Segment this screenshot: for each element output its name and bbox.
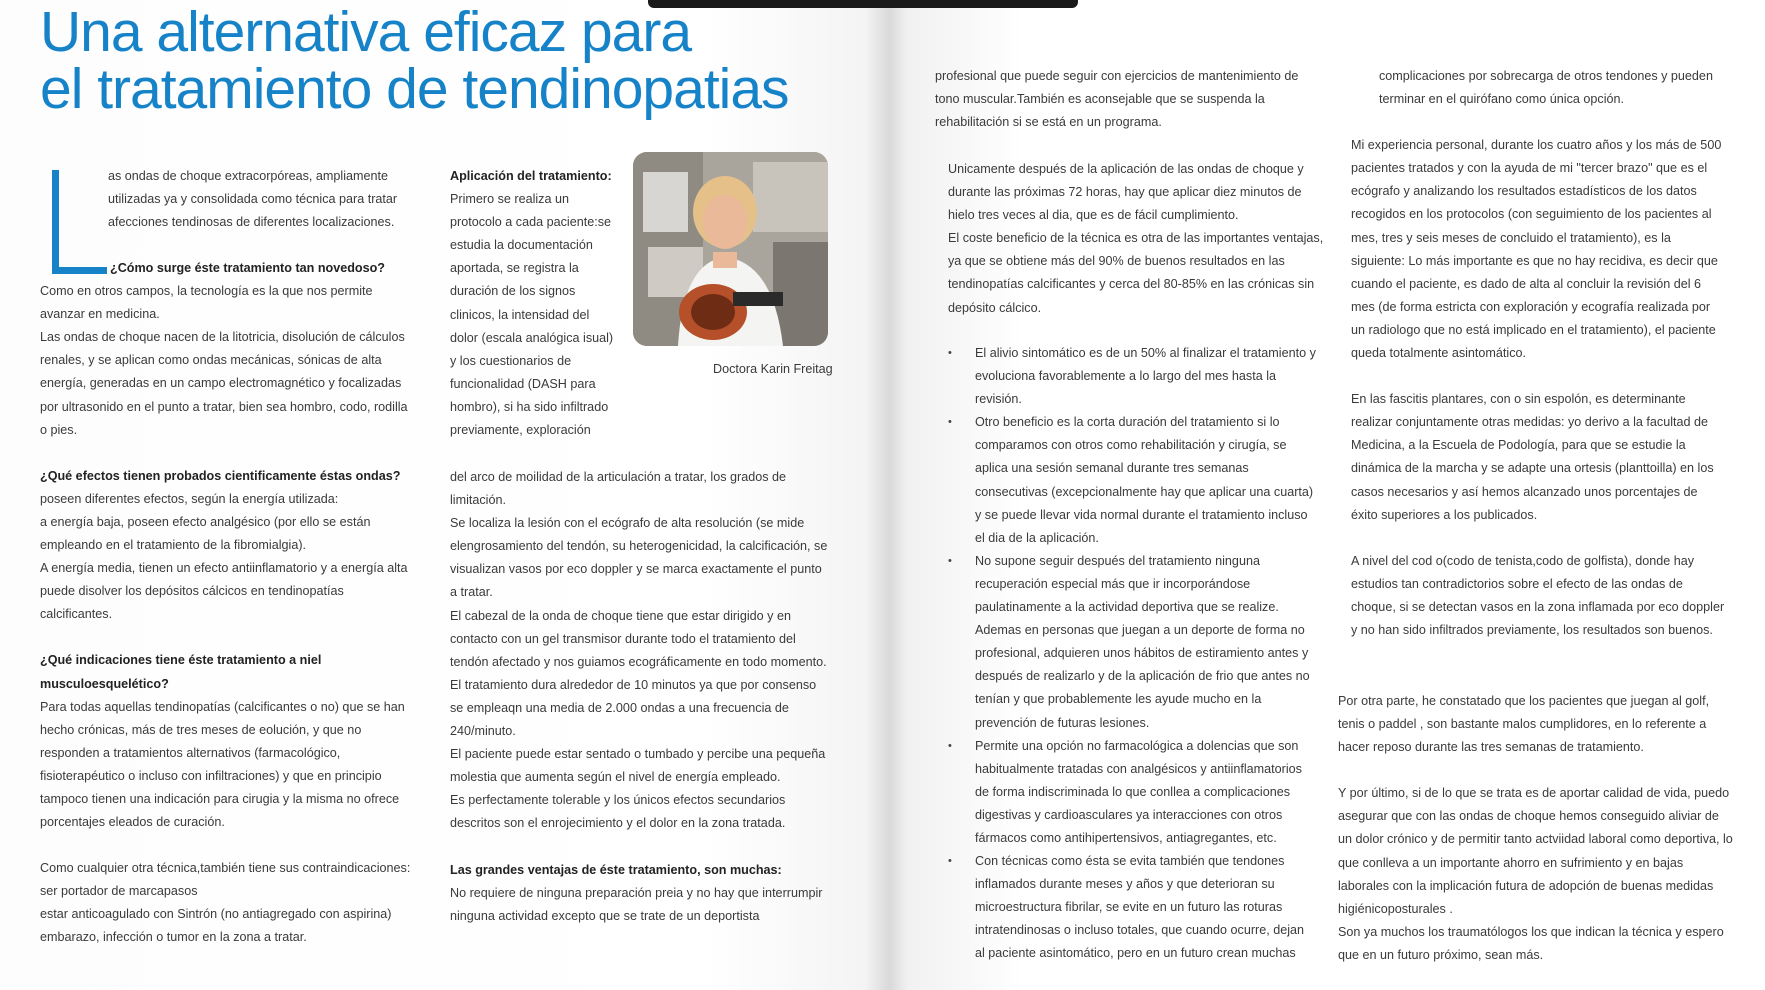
intro-line-2: utilizadas ya y consolidada como técnica para tratar: [108, 192, 398, 207]
paragraph: En las fascitis plantares, con o sin espolón, es determinante realizar conjuntamente otras medidas: yo derivo a la facultad de Medicina, a la Escuela de Podología, para que se estudie la dinámica de la marcha y se adapte una ortesis (planttoilla) en los casos necesarios y así hemos alcanzado unos porcentajes de éxito superiores a los publicados.: [1351, 392, 1714, 522]
paragraph: Mi experiencia personal, durante los cuatro años y los más de 500 pacientes tratados y con la ayuda de mi "tercer brazo" que es el ecógrafo y analizando los resultados estadísticos de los datos recogidos en los protocolos (con seguimiento de los pacientes al mes, tres y seis meses de concluido el tratamiento), es la siguiente: Lo más importante es que no hay recidiva, es decir que cuando el paciente, es dado de alta al concluir la revisión del 6 mes (de forma estricta con exploración y ecografía realizada por un radiologo que no está implicado en el tratamiento), el paciente queda totalmente asintomático.: [1351, 138, 1722, 361]
paragraph: ser portador de marcapasos: [40, 884, 198, 899]
paragraph: Para todas aquellas tendinopatías (calcificantes o no) que se han hecho crónicas, más de tres meses de eolución, y que no responden a tratamientos alternativos (farmacológico, fisioterapéutico o incluso con infiltraciones) y que en principio tampoco tienen una indicación para cirugia y la misma no ofrece porcentajes eleados de curación.: [40, 699, 405, 830]
column-1-body: [40, 257, 415, 950]
paragraph: El paciente puede estar sentado o tumbado y percibe una pequeña molestia que aumenta según el nivel de energía empleado.: [450, 747, 826, 785]
list-item: • Con técnicas como ésta se evita también que tendones inflamados durante meses y años y que deterioran su microestructura fibrilar, se evite en un futuro las roturas intratendinosas o incluso totales, que cuando ocurre, dejan al paciente asintomático, pero en un futuro crean muchas: [948, 850, 1316, 965]
heading-indicaciones: ¿Qué indicaciones tiene éste tratamiento a niel musculoesquelético?: [40, 653, 322, 691]
doctor-photo: [633, 152, 828, 346]
paragraph: Por otra parte, he constatado que los pacientes que juegan al golf, tenis o paddel , son bastante malos cumplidores, en lo referente a hacer reposo durante las tres semanas de tratamiento.: [1338, 694, 1710, 755]
paragraph: A energía media, tienen un efecto antiinflamatorio y a energía alta puede disolver los depósitos cálcicos en tendinopatías calcificantes.: [40, 561, 408, 622]
title-line-2: el tratamiento de tendinopatias: [40, 57, 789, 121]
list-item: • No supone seguir después del tratamiento ninguna recuperación especial más que ir incorporándose paulatinamente a la actividad deportiva que se realize. Ademas en personas que juegan a un deporte de forma no profesional, adquieren unos hábitos de estiramiento antes y después de realizarlo y de la aplicación de frio que antes no tenían y que probablemente les ayude mucho en la prevención de futuras lesiones.: [948, 550, 1316, 735]
column-4-bottom: [1338, 690, 1733, 967]
heading-efectos: ¿Qué efectos tienen probados cientificamente éstas ondas?: [40, 468, 401, 483]
column-3: [948, 158, 1328, 320]
paragraph: embarazo, infección o tumor en la zona a tratar.: [40, 930, 307, 945]
paragraph: complicaciones por sobrecarga de otros tendones y pueden terminar en el quirófano como única opción.: [1379, 69, 1713, 107]
paragraph: Como en otros campos, la tecnología es la que nos permite avanzar en medicina.: [40, 284, 373, 322]
paragraph: Es perfectamente tolerable y los únicos efectos secundarios descritos son el enrojecimiento y el dolor en la zona tratada.: [450, 793, 786, 831]
paragraph: estar anticoagulado con Sintrón (no antiagregado con aspirina): [40, 907, 392, 922]
column-3-top: [935, 65, 1340, 134]
heading-aplicacion: Aplicación del tratamiento:: [450, 169, 612, 183]
advantages-list: [948, 342, 1316, 966]
paragraph: No requiere de ninguna preparación preia y no hay que interrumpir ninguna actividad excepto que se trate de un deportista: [450, 885, 823, 923]
list-item: • Permite una opción no farmacológica a dolencias que son habitualmente tratadas con analgésicos y antiinflamatorios de forma indiscriminada lo que conllea a complicaciones digestivas y cardioasculares ya interacciones con otros fármacos como antihipertensivos, antiagregantes, etc.: [948, 735, 1316, 850]
paragraph: Se localiza la lesión con el ecógrafo de alta resolución (se mide elengrosamiento del tendón, su heterogenicidad, la calcificación, se visualizan vasos por eco doppler y se marca exactamente el punto a tratar.: [450, 516, 828, 600]
paragraph: Y por último, si de lo que se trata es de aportar calidad de vida, puedo asegurar que con las ondas de choque hemos conseguido aliviar de un dolor crónico y de permitir tanto actviidad laboral como deportiva, lo que conlleva a un importante ahorro en sufrimiento y en bajas laborales con la implicación futura de adopción de buenas medidas higiénicoposturales .: [1338, 786, 1733, 916]
paragraph: profesional que puede seguir con ejercicios de mantenimiento de tono muscular.También es aconsejable que se suspenda la rehabilitación si se está en un programa.: [935, 69, 1299, 130]
doctor-portrait-illustration: [633, 152, 828, 346]
paragraph: del arco de moilidad de la articulación a tratar, los grados de limitación.: [450, 470, 787, 508]
paragraph: Como cualquier otra técnica,también tiene sus contraindicaciones:: [40, 861, 411, 876]
intro-line-1: as ondas de choque extracorpóreas, ampliamente: [108, 169, 389, 183]
column-2-narrow: [450, 165, 620, 442]
photo-caption: Doctora Karin Freitag: [713, 362, 833, 376]
list-item: • Otro beneficio es la corta duración del tratamiento si lo comparamos con otros como rehabilitación y cirugía, se aplica una sesión semanal durante tres semanas consecutivas (excepcionalmente hay que aplicar una cuarta) y se puede llevar vida normal durante el tratamiento incluso el dia de la aplicación.: [948, 411, 1316, 550]
heading-como-surge: ¿Cómo surge éste tratamiento tan novedoso?: [110, 261, 386, 275]
intro-line-3: afecciones tendinosas de diferentes localizaciones.: [108, 215, 395, 230]
paragraph: a energía baja, poseen efecto analgésico (por ello se están empleando en el tratamiento de la fibromialgia).: [40, 514, 371, 553]
paragraph: Son ya muchos los traumatólogos los que indican la técnica y espero que en un futuro próximo, sean más.: [1338, 924, 1724, 962]
paragraph: El cabezal de la onda de choque tiene que estar dirigido y en contacto con un gel transmisor durante todo el tratamiento del tendón afectado y nos guiamos ecográficamente en todo momento. El tratamiento dura alrededor de 10 minutos ya que por consenso se empleaqn una media de 2.000 ondas a una frecuencia de 240/minuto.: [450, 608, 827, 739]
column-1: [108, 165, 408, 234]
paragraph: poseen diferentes efectos, según la energía utilizada:: [40, 491, 339, 506]
article-title: [40, 0, 789, 121]
column-2-wide: [450, 466, 830, 928]
paragraph: Primero se realiza un protocolo a cada paciente:se estudia la documentación aportada, se registra la duración de los signos clinicos, la intensidad del dolor (escala analógica isual) y los cuestionarios de funcionalidad (DASH para hombro), si ha sido infiltrado previamente, exploración: [450, 192, 614, 438]
title-line-1: Una alternativa eficaz para: [40, 0, 692, 64]
paragraph: Las ondas de choque nacen de la litotricia, disolución de cálculos renales, y se aplican como ondas mecánicas, sónicas de alta energía, generadas en un campo electromagnético y focalizadas por ultrasonido en el punto a tratar, bien sea hombro, codo, rodilla o pies.: [40, 330, 408, 437]
paragraph: Unicamente después de la aplicación de las ondas de choque y durante las próximas 72 horas, hay que aplicar diez minutos de hielo tres veces al dia, que es de fácil cumplimiento.: [948, 162, 1304, 223]
heading-ventajas: Las grandes ventajas de éste tratamiento, son muchas:: [450, 862, 782, 877]
paragraph: El coste beneficio de la técnica es otra de las importantes ventajas, ya que se obtiene más del 90% de buenos resultados en las tendinopatías calcificantes y cerca del 80-85% en las crónicas sin depósito cálcico.: [948, 231, 1324, 315]
list-item: • El alivio sintomático es de un 50% al finalizar el tratamiento y evoluciona favorablemente a lo largo del mes hasta la revisión.: [948, 342, 1316, 411]
column-3-bullets: [948, 342, 1316, 966]
column-4: [1351, 65, 1725, 642]
paragraph: A nivel del cod o(codo de tenista,codo de golfista), donde hay estudios tan contradictorios sobre el efecto de las ondas de choque, si se detectan vasos en la zona inflamada por eco doppler y no han sido infiltrados previamente, los resultados son buenos.: [1351, 553, 1725, 637]
